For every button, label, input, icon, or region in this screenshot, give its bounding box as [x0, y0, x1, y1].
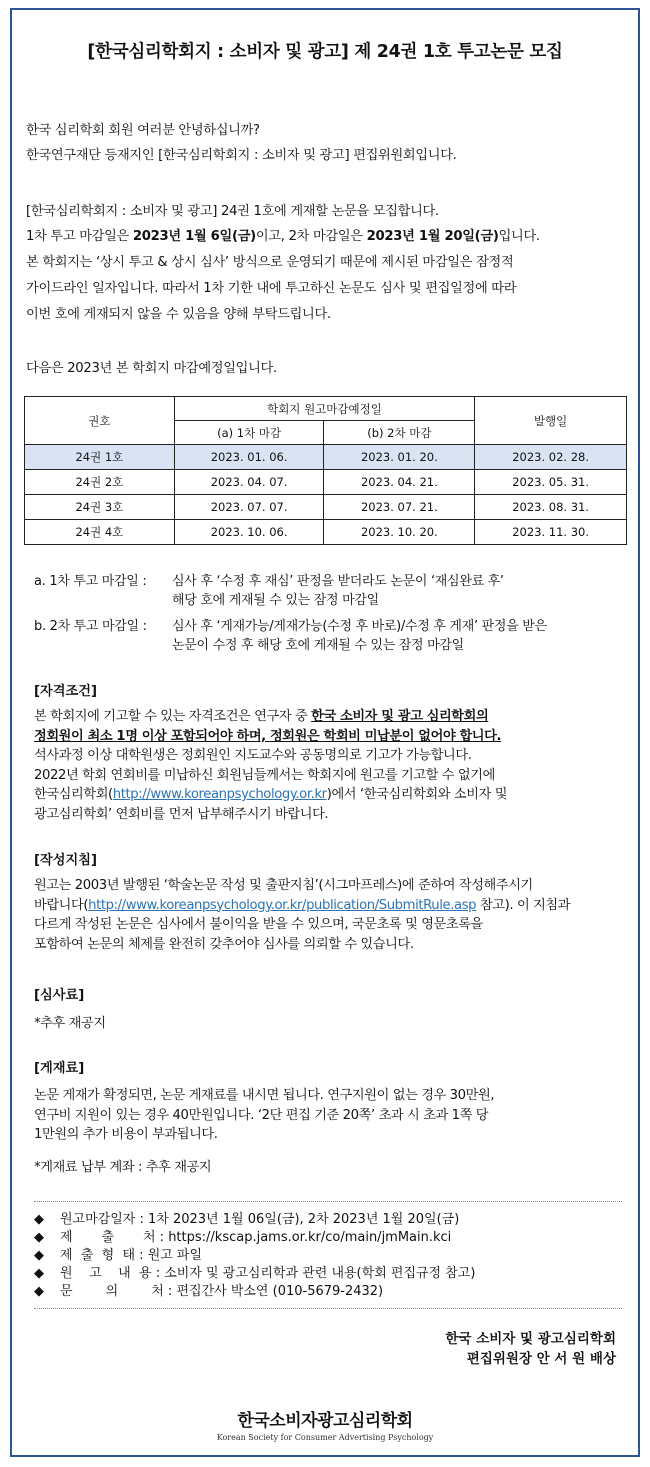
logo-english: Korean Society for Consumer Advertising Psychology	[216, 1433, 434, 1442]
account-note: *게재료 납부 계좌 : 추후 재공지	[34, 1160, 212, 1175]
note-a-label: a. 1차 투고 마감일 :	[34, 574, 147, 589]
page-title: [한국심리학회지 : 소비자 및 광고] 제 24권 1호 투고논문 모집	[87, 42, 563, 62]
diamond-bullet-icon: ◆	[34, 1266, 44, 1281]
schedule-table	[24, 396, 627, 545]
publication-fee-body: 논문 게재가 확정되면, 논문 게재료를 내시면 됩니다. 연구지원이 없는 경우 30만원, 연구비 지원이 있는 경우 40만원입니다. ‘2단 편집 기준 20쪽’ 초과 시 초과 1쪽 당 1만원의 추가 비용이 부과됩니다.	[34, 1088, 495, 1142]
note-b: b. 2차 투고 마감일 : 심사 후 ‘게재가능/게재가능(수정 후 바로)/수정 후 게재’ 판정을 받은 논문이 수정 후 해당 호에 게재될 수 있는 잠정 마감일	[34, 619, 547, 653]
editor-in-chief: 편집위원장 안 서 원 배상	[466, 1351, 616, 1367]
note-b-label: b. 2차 투고 마감일 :	[34, 619, 147, 634]
policy-line-2: 가이드라인 일자입니다. 따라서 1차 기한 내에 투고하신 논문도 심사 및 편집일정에 따라	[26, 281, 517, 296]
koreanpsychology-link[interactable]: http://www.koreanpsychology.or.kr	[112, 787, 327, 802]
publication-fee-heading: [게재료]	[34, 1061, 85, 1076]
submission-url[interactable]: https://kscap.jams.or.kr/co/main/jmMain.kci	[168, 1230, 452, 1245]
table-row: 24권 3호 2023. 07. 07. 2023. 07. 21. 2023. 08. 31.	[25, 495, 627, 520]
divider	[34, 1201, 622, 1202]
guidelines-heading: [작성지침]	[34, 853, 98, 868]
note-a: a. 1차 투고 마감일 : 심사 후 ‘수정 후 재심’ 판정을 받더라도 논문이 ‘재심완료 후’ 해당 호에 게재될 수 있는 잠정 마감일	[34, 574, 504, 608]
review-fee-text: *추후 재공지	[34, 1016, 106, 1031]
diamond-bullet-icon: ◆	[34, 1230, 44, 1245]
table-row: 24권 2호 2023. 04. 07. 2023. 04. 21. 2023. 05. 31.	[25, 470, 627, 495]
review-fee-heading: [심사료]	[34, 988, 85, 1003]
qualification-body: 본 학회지에 기고할 수 있는 자격조건은 연구자 중 한국 소비자 및 광고 심리학회의 정회원이 최소 1명 이상 포함되어야 하며, 정회원은 학회비 미납분이 없어야 합니다. 석사과정 이상 대학원생은 정회원인 지도교수와 공동명의로 기고가 가능합니다. 2022년 학회 연회비를 미납하신 회원님들께서는 학회지에 원고를 기고할 수 없기에 한국심리학회(http://www.koreanpsychology.or.kr)에서 ‘한국심리학회와 소비자 및 광고심리학회’ 연회비를 먼저 납부해주시기 바랍니다.	[34, 709, 508, 822]
signature	[445, 1329, 616, 1369]
committee-line: 한국연구재단 등재지인 [한국심리학회지 : 소비자 및 광고] 편집위원회입니다.	[26, 148, 457, 163]
info-item: ◆ 제 출 처 : https://kscap.jams.or.kr/co/main/jmMain.kci	[34, 1230, 452, 1245]
info-item: ◆ 제 출 형 태 : 원고 파일	[34, 1248, 203, 1263]
divider	[34, 1308, 622, 1309]
policy-line-3: 이번 호에 게재되지 않을 수 있음을 양해 부탁드립니다.	[26, 307, 331, 322]
society-name: 한국 소비자 및 광고심리학회	[445, 1331, 616, 1347]
header-deadline: 학회지 원고마감예정일	[174, 397, 475, 421]
second-deadline: 2023년 1월 20일(금)	[366, 229, 499, 244]
table-row: 24권 1호 2023. 01. 06. 2023. 01. 20. 2023. 02. 28.	[25, 445, 627, 470]
diamond-bullet-icon: ◆	[34, 1284, 44, 1299]
policy-line-1: 본 학회지는 ‘상시 투고 & 상시 심사’ 방식으로 운영되기 때문에 제시된 마감일은 잠정적	[26, 255, 514, 270]
schedule-intro: 다음은 2023년 본 학회지 마감예정일입니다.	[26, 361, 277, 376]
submit-rule-link[interactable]: http://www.koreanpsychology.or.kr/publication/SubmitRule.asp	[88, 897, 477, 913]
header-second-deadline: (b) 2차 마감	[324, 421, 475, 445]
first-deadline: 2023년 1월 6일(금)	[132, 229, 256, 244]
logo-korean: 한국소비자광고심리학회	[237, 1411, 413, 1431]
guidelines-body: 원고는 2003년 발행된 ‘학술논문 작성 및 출판지침’(시그마프레스)에 준하여 작성해주시기 바랍니다(http://www.koreanpsychology.or.kr/publication/SubmitRule.asp 참고). 이 지침과 다르게 작성된 논문은 심사에서 불이익을 받을 수 있으며, 국문초록 및 영문초록을 포함하여 논문의 체제를 완전히 갖추어야 심사를 의뢰할 수 있습니다.	[34, 878, 571, 952]
info-item: ◆ 원 고 내 용 : 소비자 및 광고심리학과 관련 내용(학회 편집규정 참고)	[34, 1266, 476, 1281]
greeting-line: 한국 심리학회 회원 여러분 안녕하십니까?	[26, 123, 260, 138]
header-publication: 발행일	[475, 397, 627, 445]
header-issue: 권호	[25, 397, 175, 445]
info-item: ◆ 원고마감일자 : 1차 2023년 1월 06일(금), 2차 2023년 1월 20일(금)	[34, 1212, 460, 1227]
qualification-heading: [자격조건]	[34, 684, 98, 699]
info-item: ◆ 문 의 처 : 편집간사 박소연 (010-5679-2432)	[34, 1284, 384, 1299]
call-line: [한국심리학회지 : 소비자 및 광고] 24권 1호에 게재할 논문을 모집합니다.	[26, 204, 439, 219]
header-first-deadline: (a) 1차 마감	[174, 421, 324, 445]
diamond-bullet-icon: ◆	[34, 1248, 44, 1263]
table-row: 24권 4호 2023. 10. 06. 2023. 10. 20. 2023. 11. 30.	[25, 520, 627, 545]
deadline-line: 1차 투고 마감일은 2023년 1월 6일(금)이고, 2차 마감일은 2023년 1월 20일(금)입니다.	[26, 229, 540, 244]
diamond-bullet-icon: ◆	[34, 1212, 44, 1227]
society-logo	[0, 1406, 650, 1442]
info-list	[34, 1211, 475, 1301]
